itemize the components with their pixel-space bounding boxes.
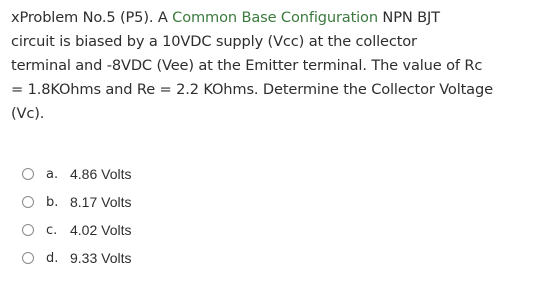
option-c[interactable] [22,216,322,244]
radio-button[interactable] [22,196,34,208]
option-label[interactable]: 9.33 Volts [70,250,132,266]
option-a[interactable] [22,160,322,188]
option-label[interactable]: 4.02 Volts [70,222,132,238]
radio-button[interactable] [22,252,34,264]
question-line-3: terminal and -8VDC (Vee) at the Emitter terminal. The value of Rc [11,57,483,74]
question-highlight: Common Base Configuration [172,9,378,26]
question-line1-end: NPN BJT [377,9,440,26]
option-label[interactable]: 4.86 Volts [70,166,132,182]
option-label[interactable]: 8.17 Volts [70,194,132,210]
radio-button[interactable] [22,168,34,180]
option-letter: c. [46,222,58,238]
question-line-5: (Vc). [11,105,45,122]
answer-options [22,160,322,272]
question-text [11,6,545,126]
option-b[interactable] [22,188,322,216]
option-d[interactable] [22,244,322,272]
question-prefix: xProblem No.5 (P5). A [11,9,173,26]
question-line-1 [11,6,545,30]
option-letter: a. [46,166,59,182]
radio-button[interactable] [22,224,34,236]
option-letter: d. [46,250,59,266]
question-line-2: circuit is biased by a 10VDC supply (Vcc) at the collector [11,33,417,50]
option-letter: b. [46,194,59,210]
question-line-4: = 1.8KOhms and Re = 2.2 KOhms. Determine the Collector Voltage [11,81,493,98]
